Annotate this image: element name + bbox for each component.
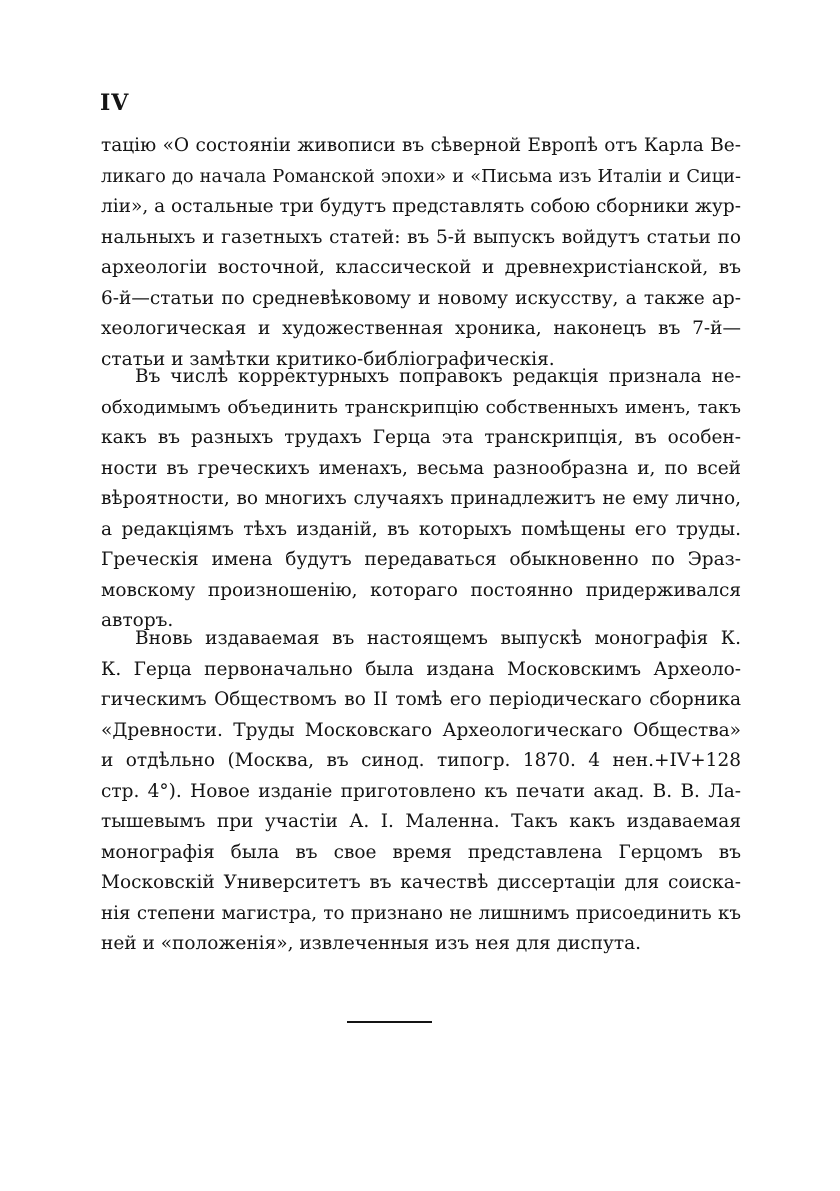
text-line: и отдѣльно (Москва, въ синод. типогр. 1870. 4 нен.+IV+128 [101,750,741,771]
text-line: археологіи восточной, классической и древнехристіанской, въ [101,257,741,278]
paragraph-1 [101,131,741,375]
text-line: Въ числѣ корректурныхъ поправокъ редакція признала не- [135,366,741,387]
page-number: IV [100,90,130,116]
text-line: вѣроятности, во многихъ случаяхъ принадлежитъ не ему лично, [101,488,741,509]
text-line: нія степени магистра, то признано не лишнимъ присоединить къ [101,902,741,924]
text-line: ликаго до начала Романской эпохи» и «Письма изъ Италіи и Сици- [101,166,741,187]
text-line: нальныхъ и газетныхъ статей: въ 5-й выпускъ войдутъ статьи по [101,226,741,248]
text-line: стр. 4°). Новое изданіе приготовлено къ печати акад. В. В. Ла- [101,780,741,802]
paragraph-3 [101,624,741,960]
text-line: мовскому произношенію, котораго постоянно придерживался [101,579,741,601]
text-line: монографія была въ свое время представлена Герцомъ въ [101,841,741,863]
text-line: ности въ греческихъ именахъ, весьма разнообразна и, по всей [101,457,741,479]
text-line: тацію «О состояніи живописи въ сѣверной Европѣ отъ Карла Ве- [101,135,741,156]
text-line: «Древности. Труды Московскаго Археологическаго Общества» [101,719,741,741]
text-line: авторъ. [101,610,174,631]
text-line: К. Герца первоначально была издана Московскимъ Археоло- [101,658,741,680]
text-line: ней и «положенія», извлеченныя изъ нея для диспута. [101,933,642,954]
text-line: обходимымъ объединить транскрипцію собственныхъ именъ, такъ [101,396,741,418]
text-line: какъ въ разныхъ трудахъ Герца эта транскрипція, въ особен- [101,427,741,448]
paragraph-2 [101,362,741,637]
text-line: гическимъ Обществомъ во II томѣ его періодическаго сборника [101,689,741,710]
text-line: Московскій Университетъ въ качествѣ диссертаціи для соиска- [101,872,741,893]
text-line: статьи и замѣтки критико-библіографическія. [101,348,555,370]
text-line: а редакціямъ тѣхъ изданій, въ которыхъ помѣщены его труды. [101,518,741,540]
text-line: ліи», а остальные три будутъ представлять собою сборники жур- [101,196,741,217]
text-line: Греческія имена будутъ передаваться обыкновенно по Эраз- [101,549,741,570]
text-line: тышевымъ при участіи А. І. Маленна. Такъ какъ издаваемая [101,811,741,832]
text-line: Вновь издаваемая въ настоящемъ выпускѣ монографія К. [135,628,741,649]
end-rule [347,1021,432,1023]
text-line: хеологическая и художественная хроника, наконецъ въ 7-й— [101,318,741,339]
text-line: 6-й—статьи по средневѣковому и новому искусству, а также ар- [101,287,741,309]
